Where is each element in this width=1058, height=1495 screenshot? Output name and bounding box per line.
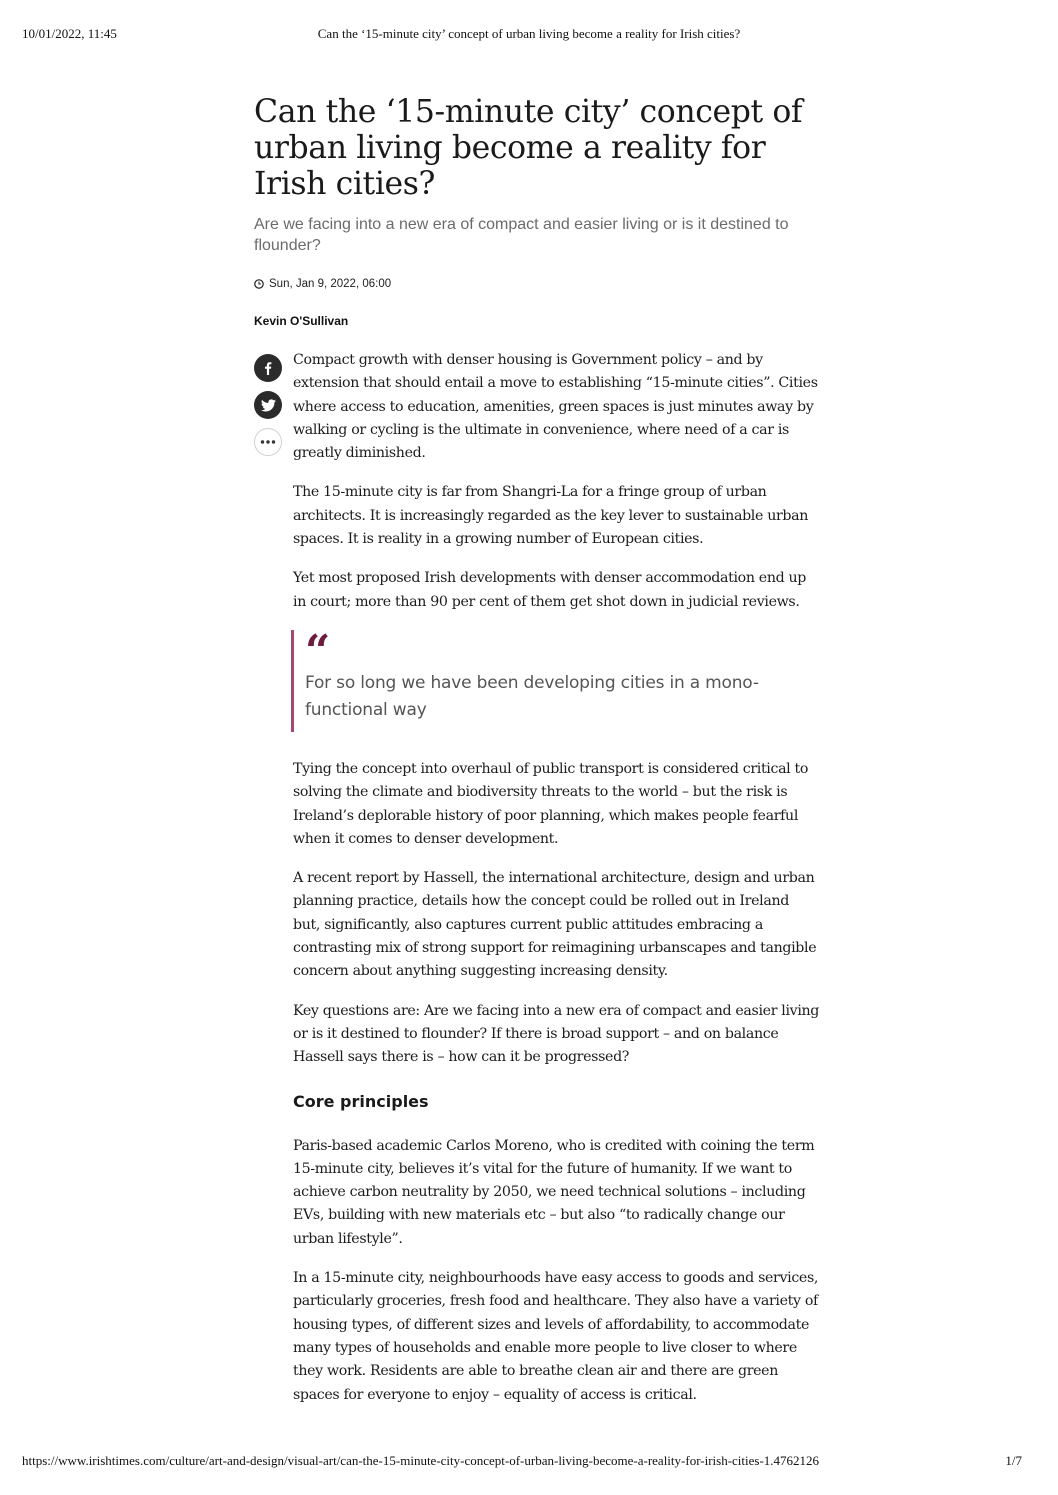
print-date: 10/01/2022, 11:45 bbox=[22, 26, 117, 41]
twitter-icon bbox=[261, 399, 276, 412]
clock-icon bbox=[254, 279, 264, 289]
pull-quote bbox=[291, 625, 820, 732]
article-body bbox=[293, 349, 820, 1423]
standfirst: Are we facing into a new era of compact and easier living or is it destined to flounder? bbox=[254, 216, 789, 254]
author-byline[interactable]: Kevin O'Sullivan bbox=[254, 314, 349, 328]
page-url: https://www.irishtimes.com/culture/art-and-design/visual-art/can-the-15-minute-city-concept-of-urban-living-become-a-reality-for-irish-cities-1.4762126 bbox=[22, 1453, 820, 1468]
twitter-share-button[interactable] bbox=[254, 391, 282, 419]
body-paragraph: The 15-minute city is far from Shangri-La for a fringe group of urban architects. It is increasingly regarded as the key lever to sustainable urban spaces. It is reality in a growing number of European cities. bbox=[293, 484, 809, 548]
more-share-button[interactable] bbox=[254, 428, 282, 456]
publish-date bbox=[254, 278, 820, 290]
headline: Can the ‘15-minute city’ concept of urban living become a reality for Irish cities? bbox=[254, 94, 803, 202]
page-number: 1/7 bbox=[1005, 1453, 1022, 1468]
body-paragraph: Key questions are: Are we facing into a new era of compact and easier living or is it destined to flounder? If there is broad support – and on balance Hassell says there is – how can it be progressed? bbox=[293, 1002, 820, 1066]
print-footer bbox=[22, 1453, 1036, 1471]
social-share-bar bbox=[254, 354, 282, 465]
body-paragraph: Yet most proposed Irish developments with denser accommodation end up in court; more than 90 per cent of them get shot down in judicial reviews. bbox=[293, 570, 807, 610]
pull-quote-text: For so long we have been developing cities in a mono-functional way bbox=[305, 672, 759, 720]
section-subheading: Core principles bbox=[293, 1091, 429, 1111]
more-icon bbox=[260, 440, 276, 444]
body-paragraph: Paris-based academic Carlos Moreno, who is credited with coining the term 15-minute city, believes it’s vital for the future of humanity. If we want to achieve carbon neutrality by 2050, we need technical solutions – including EVs, building with new materials etc – but also “to radically change our urban lifestyle”. bbox=[293, 1137, 815, 1247]
body-paragraph: A recent report by Hassell, the international architecture, design and urban planning practice, details how the concept could be rolled out in Ireland but, significantly, also captures current public attitudes embracing a contrasting mix of strong support for reimagining urbanscapes and tangible concern about anything suggesting increasing density. bbox=[293, 870, 817, 980]
body-paragraph: Tying the concept into overhaul of public transport is considered critical to solving the climate and biodiversity threats to the world – but the risk is Ireland’s deplorable history of poor planning, which makes people fearful when it comes to denser development. bbox=[293, 760, 809, 847]
publish-date-text: Sun, Jan 9, 2022, 06:00 bbox=[269, 278, 392, 290]
print-title: Can the ‘15-minute city’ concept of urban living become a reality for Irish cities? bbox=[317, 26, 741, 41]
article-header bbox=[254, 94, 820, 328]
quote-mark-icon: “ bbox=[305, 625, 331, 677]
print-header bbox=[22, 26, 1036, 44]
facebook-share-button[interactable] bbox=[254, 354, 282, 382]
body-paragraph: In a 15-minute city, neighbourhoods have easy access to goods and services, particularly groceries, fresh food and healthcare. They also have a variety of housing types, of different sizes and levels of affordability, to accommodate many types of households and enable more people to live closer to where they work. Residents are able to breathe clean air and there are green spaces for everyone to enjoy – equality of access is critical. bbox=[293, 1270, 819, 1403]
facebook-icon bbox=[261, 361, 275, 375]
body-paragraph: Compact growth with denser housing is Government policy – and by extension that should entail a move to establishing “15-minute cities”. Cities where access to education, amenities, green spaces is just minutes away by walking or cycling is the ultimate in convenience, where need of a car is greatly diminished. bbox=[293, 352, 818, 462]
